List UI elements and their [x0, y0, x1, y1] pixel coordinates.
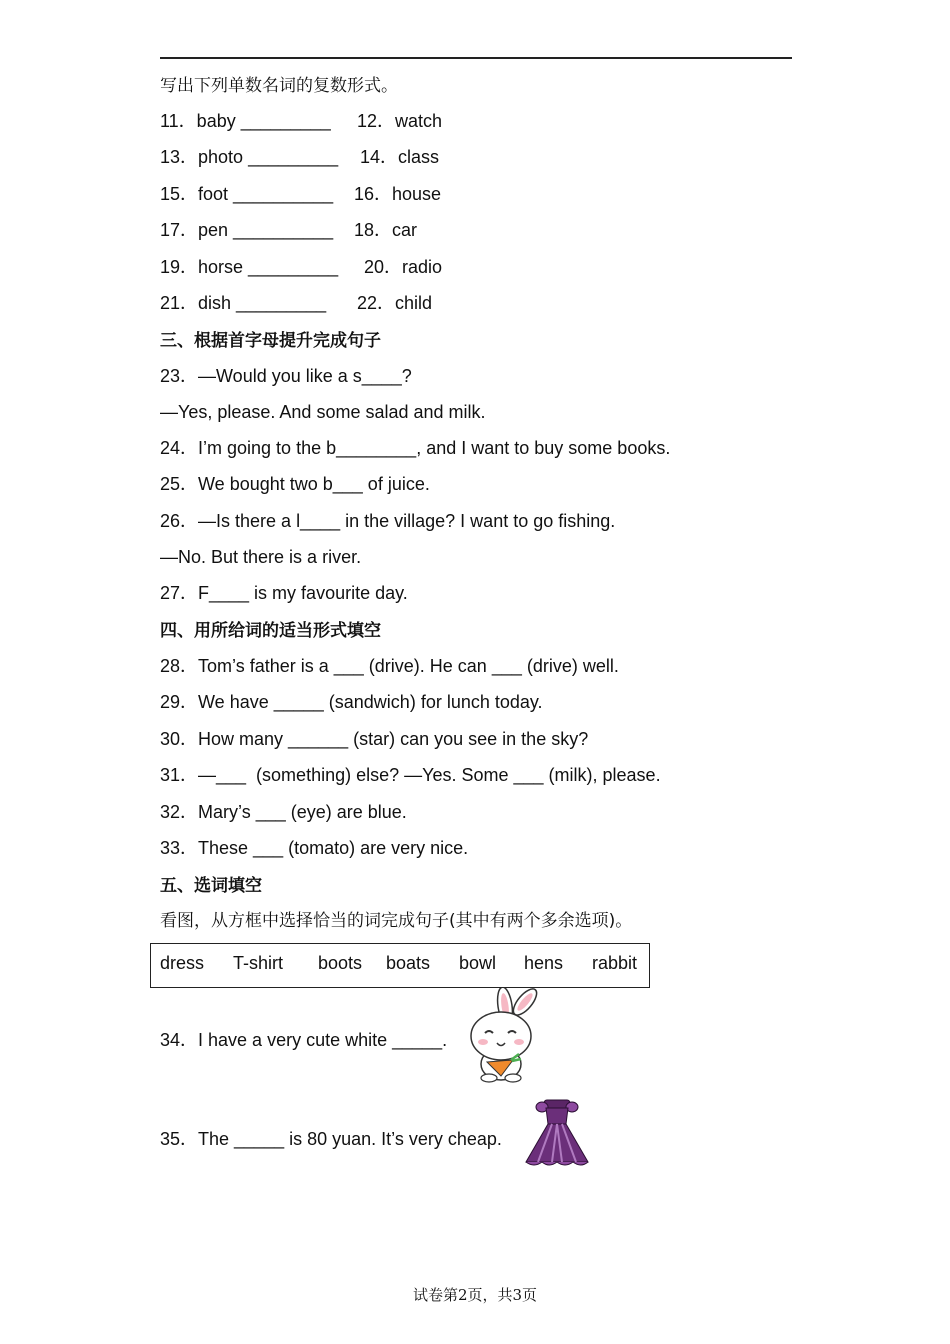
word-dress: dress — [160, 953, 205, 973]
question-21: 21．dish _________ — [160, 293, 327, 313]
question-15: 15．foot __________ — [160, 184, 334, 204]
question-11: 11．baby _________ — [160, 111, 331, 131]
question-30: 30．How many ______ (star) can you see in the sky? — [160, 729, 589, 749]
question-16: 16．house — [354, 184, 442, 204]
question-12: 12．watch — [357, 111, 443, 131]
question-23: 23．—Would you like a s____? — [160, 366, 412, 386]
question-18: 18．car — [354, 220, 418, 240]
question-24: 24．I’m going to the b________, and I want to buy some books. — [160, 438, 671, 458]
section-3-title: 三、根据首字母提升完成句子 — [160, 331, 381, 351]
rabbit-picture — [455, 988, 547, 1084]
word-rabbit: rabbit — [592, 953, 638, 973]
question-32: 32．Mary’s ___ (eye) are blue. — [160, 802, 407, 822]
question-25: 25．We bought two b___ of juice. — [160, 474, 430, 494]
word-boots: boots — [318, 953, 363, 973]
question-27: 27．F____ is my favourite day. — [160, 583, 408, 603]
question-19: 19．horse _________ — [160, 257, 339, 277]
question-22: 22．child — [357, 293, 433, 313]
plural-instruction: 写出下列单数名词的复数形式。 — [160, 76, 398, 96]
question-17: 17．pen __________ — [160, 220, 334, 240]
question-23-answer: —Yes, please. And some salad and milk. — [160, 402, 486, 422]
word-hens: hens — [524, 953, 564, 973]
question-26: 26．—Is there a l____ in the village? I want to go fishing. — [160, 511, 616, 531]
word-tshirt: T-shirt — [233, 953, 284, 973]
question-26-answer: —No. But there is a river. — [160, 547, 362, 567]
section-5-title: 五、选词填空 — [160, 876, 262, 896]
word-bowl: bowl — [459, 953, 497, 973]
header-rule — [160, 57, 792, 59]
question-14: 14．class — [360, 147, 440, 167]
question-29: 29．We have _____ (sandwich) for lunch today. — [160, 692, 543, 712]
word-bank-box — [150, 943, 650, 988]
question-35: 35．The _____ is 80 yuan. It’s very cheap. — [160, 1129, 502, 1149]
question-33: 33．These ___ (tomato) are very nice. — [160, 838, 469, 858]
question-34: 34．I have a very cute white _____. — [160, 1030, 448, 1050]
question-28: 28．Tom’s father is a ___ (drive). He can ___ (drive) well. — [160, 656, 619, 676]
question-20: 20．radio — [364, 257, 443, 277]
section-4-title: 四、用所给词的适当形式填空 — [160, 621, 381, 641]
question-13: 13．photo _________ — [160, 147, 339, 167]
page-footer: 试卷第2页，共3页 — [412, 1286, 538, 1304]
section-5-instruction: 看图，从方框中选择恰当的词完成句子(其中有两个多余选项)。 — [160, 911, 633, 931]
question-31: 31．—___ (something) else? —Yes. Some ___ (milk), please. — [160, 765, 661, 785]
dress-picture — [522, 1098, 592, 1170]
word-boats: boats — [386, 953, 431, 973]
